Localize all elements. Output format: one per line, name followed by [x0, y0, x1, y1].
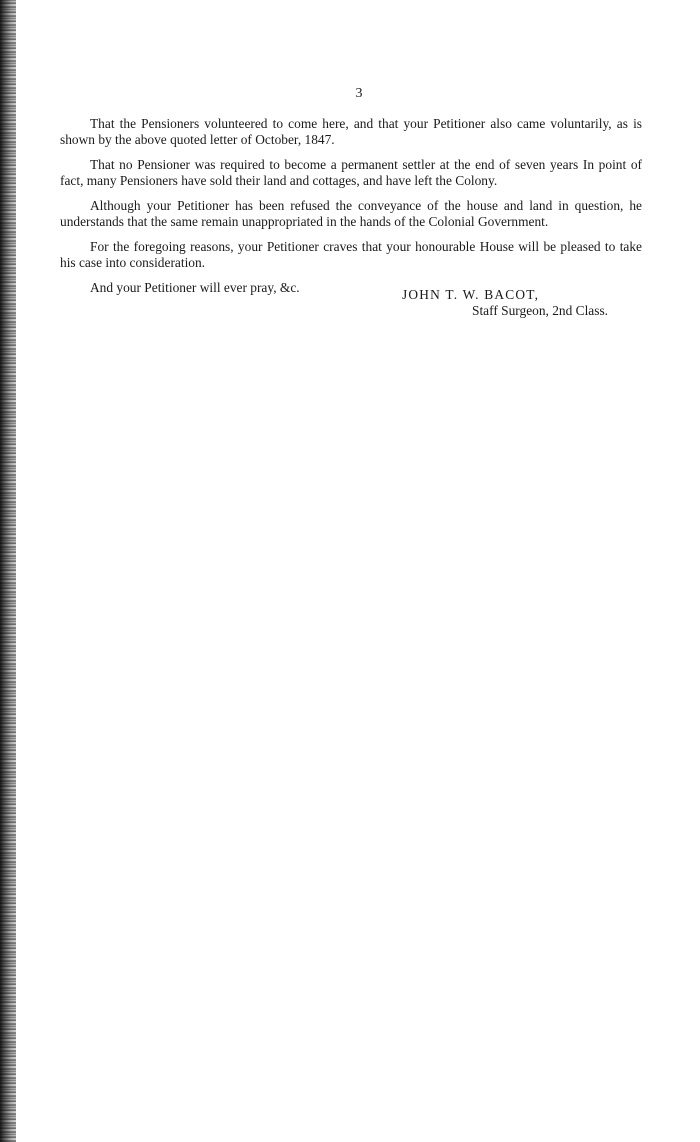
signature-title: Staff Surgeon, 2nd Class.	[472, 303, 609, 318]
paragraph-volunteered: That the Pensioners volunteered to come here, and that your Petitioner also came voluntarily, as is shown by the above quoted letter of October, 1847.	[60, 116, 642, 147]
signature-name: JOHN T. W. BACOT,	[402, 287, 540, 302]
document-page	[60, 86, 642, 328]
page-number: 3	[355, 86, 363, 101]
paragraph-foregoing-reasons: For the foregoing reasons, your Petitioner craves that your honourable House will be pleased to take his case into consideration.	[60, 239, 642, 270]
paragraph-permanent-settler: That no Pensioner was required to become a permanent settler at the end of seven years In point of fact, many Pensioners have sold their land and cottages, and have left the Colony.	[60, 157, 642, 188]
scanned-binding-edge	[0, 0, 16, 1142]
closing-line: And your Petitioner will ever pray, &c.	[90, 280, 300, 295]
paragraph-conveyance-refused: Although your Petitioner has been refused the conveyance of the house and land in question, he understands that the same remain unappropriated in the hands of the Colonial Government.	[60, 198, 642, 229]
closing-block	[60, 280, 642, 328]
